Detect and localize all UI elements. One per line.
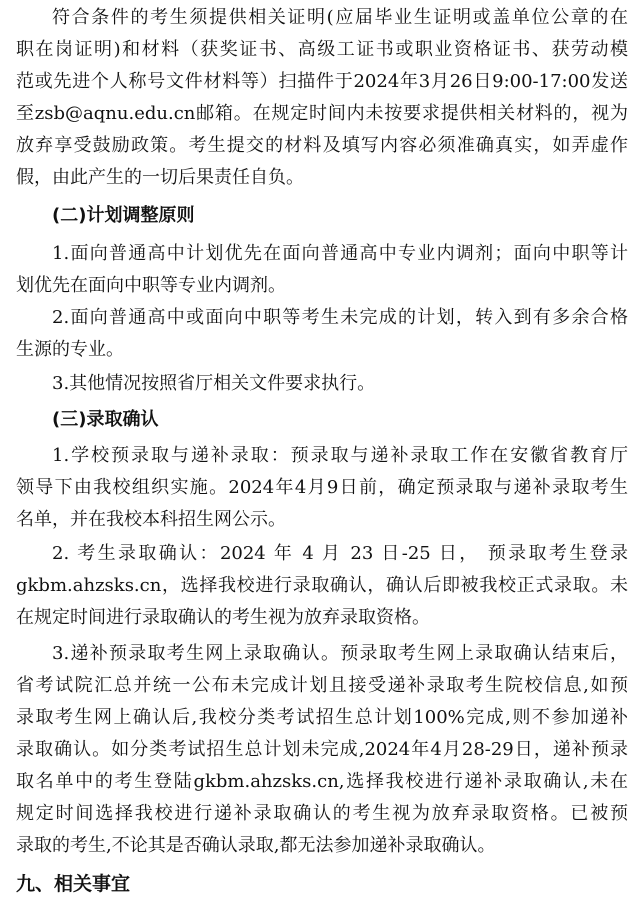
paragraph-line: 1.学校预录取与递补录取：预录取与递补录取工作在安徽省教育厅 xyxy=(52,445,628,466)
paragraph-line: 2. 考生录取确认：2024 年 4 月 23 日-25 日， 预录取考生登录 xyxy=(52,543,628,564)
paragraph-line: 符合条件的考生须提供相关证明(应届毕业生证明或盖单位公章的在 xyxy=(52,7,628,28)
section-heading: (三)录取确认 xyxy=(52,409,159,430)
paragraph-line: 领导下由我校组织实施。2024年4月9日前，确定预录取与递补录取考生 xyxy=(16,477,628,498)
paragraph-line: 假，由此产生的一切后果责任自负。 xyxy=(16,167,304,188)
paragraph-line: 放弃享受鼓励政策。考生提交的材料及填写内容必须准确真实，如弄虚作 xyxy=(16,135,628,156)
paragraph-line: 3.递补预录取考生网上录取确认。预录取考生网上录取确认结束后， xyxy=(52,643,628,664)
paragraph-line: 录取考生网上确认后,我校分类考试招生总计划100%完成,则不参加递补 xyxy=(16,707,628,728)
paragraph-line: 至zsb@aqnu.edu.cn邮箱。在规定时间内未按要求提供相关材料的，视为 xyxy=(16,103,628,124)
paragraph-line: gkbm.ahzsks.cn，选择我校进行录取确认，确认后即被我校正式录取。未 xyxy=(16,575,628,596)
section-heading: (二)计划调整原则 xyxy=(52,205,195,226)
paragraph-line: 3.其他情况按照省厅相关文件要求执行。 xyxy=(52,373,376,394)
paragraph-line: 范或先进个人称号文件材料等）扫描件于2024年3月26日9:00-17:00发送 xyxy=(16,71,628,92)
paragraph-line: 职在岗证明)和材料（获奖证书、高级工证书或职业资格证书、获劳动模 xyxy=(16,39,628,60)
paragraph-line: 划优先在面向中职等专业内调剂。 xyxy=(16,275,286,296)
paragraph-line: 规定时间选择我校进行递补录取确认的考生视为放弃录取资格。已被预 xyxy=(16,803,628,824)
paragraph-line: 1.面向普通高中计划优先在面向普通高中专业内调剂；面向中职等计 xyxy=(52,243,628,264)
paragraph-line: 取名单中的考生登陆gkbm.ahzsks.cn,选择我校进行递补录取确认,未在 xyxy=(16,771,628,792)
paragraph-line: 录取确认。如分类考试招生总计划未完成,2024年4月28-29日，递补预录 xyxy=(16,739,628,760)
paragraph-line: 在规定时间进行录取确认的考生视为放弃录取资格。 xyxy=(16,607,430,628)
paragraph-line: 名单，并在我校本科招生网公示。 xyxy=(16,509,286,530)
paragraph-line: 省考试院汇总并统一公布未完成计划且接受递补录取考生院校信息,如预 xyxy=(16,675,628,696)
paragraph-line: 生源的专业。 xyxy=(16,339,124,360)
section-heading: 九、相关事宜 xyxy=(16,873,131,895)
paragraph-line: 2.面向普通高中或面向中职等考生未完成的计划，转入到有多余合格 xyxy=(52,307,628,328)
paragraph-line: 录取的考生,不论其是否确认录取,都无法参加递补录取确认。 xyxy=(16,835,496,856)
